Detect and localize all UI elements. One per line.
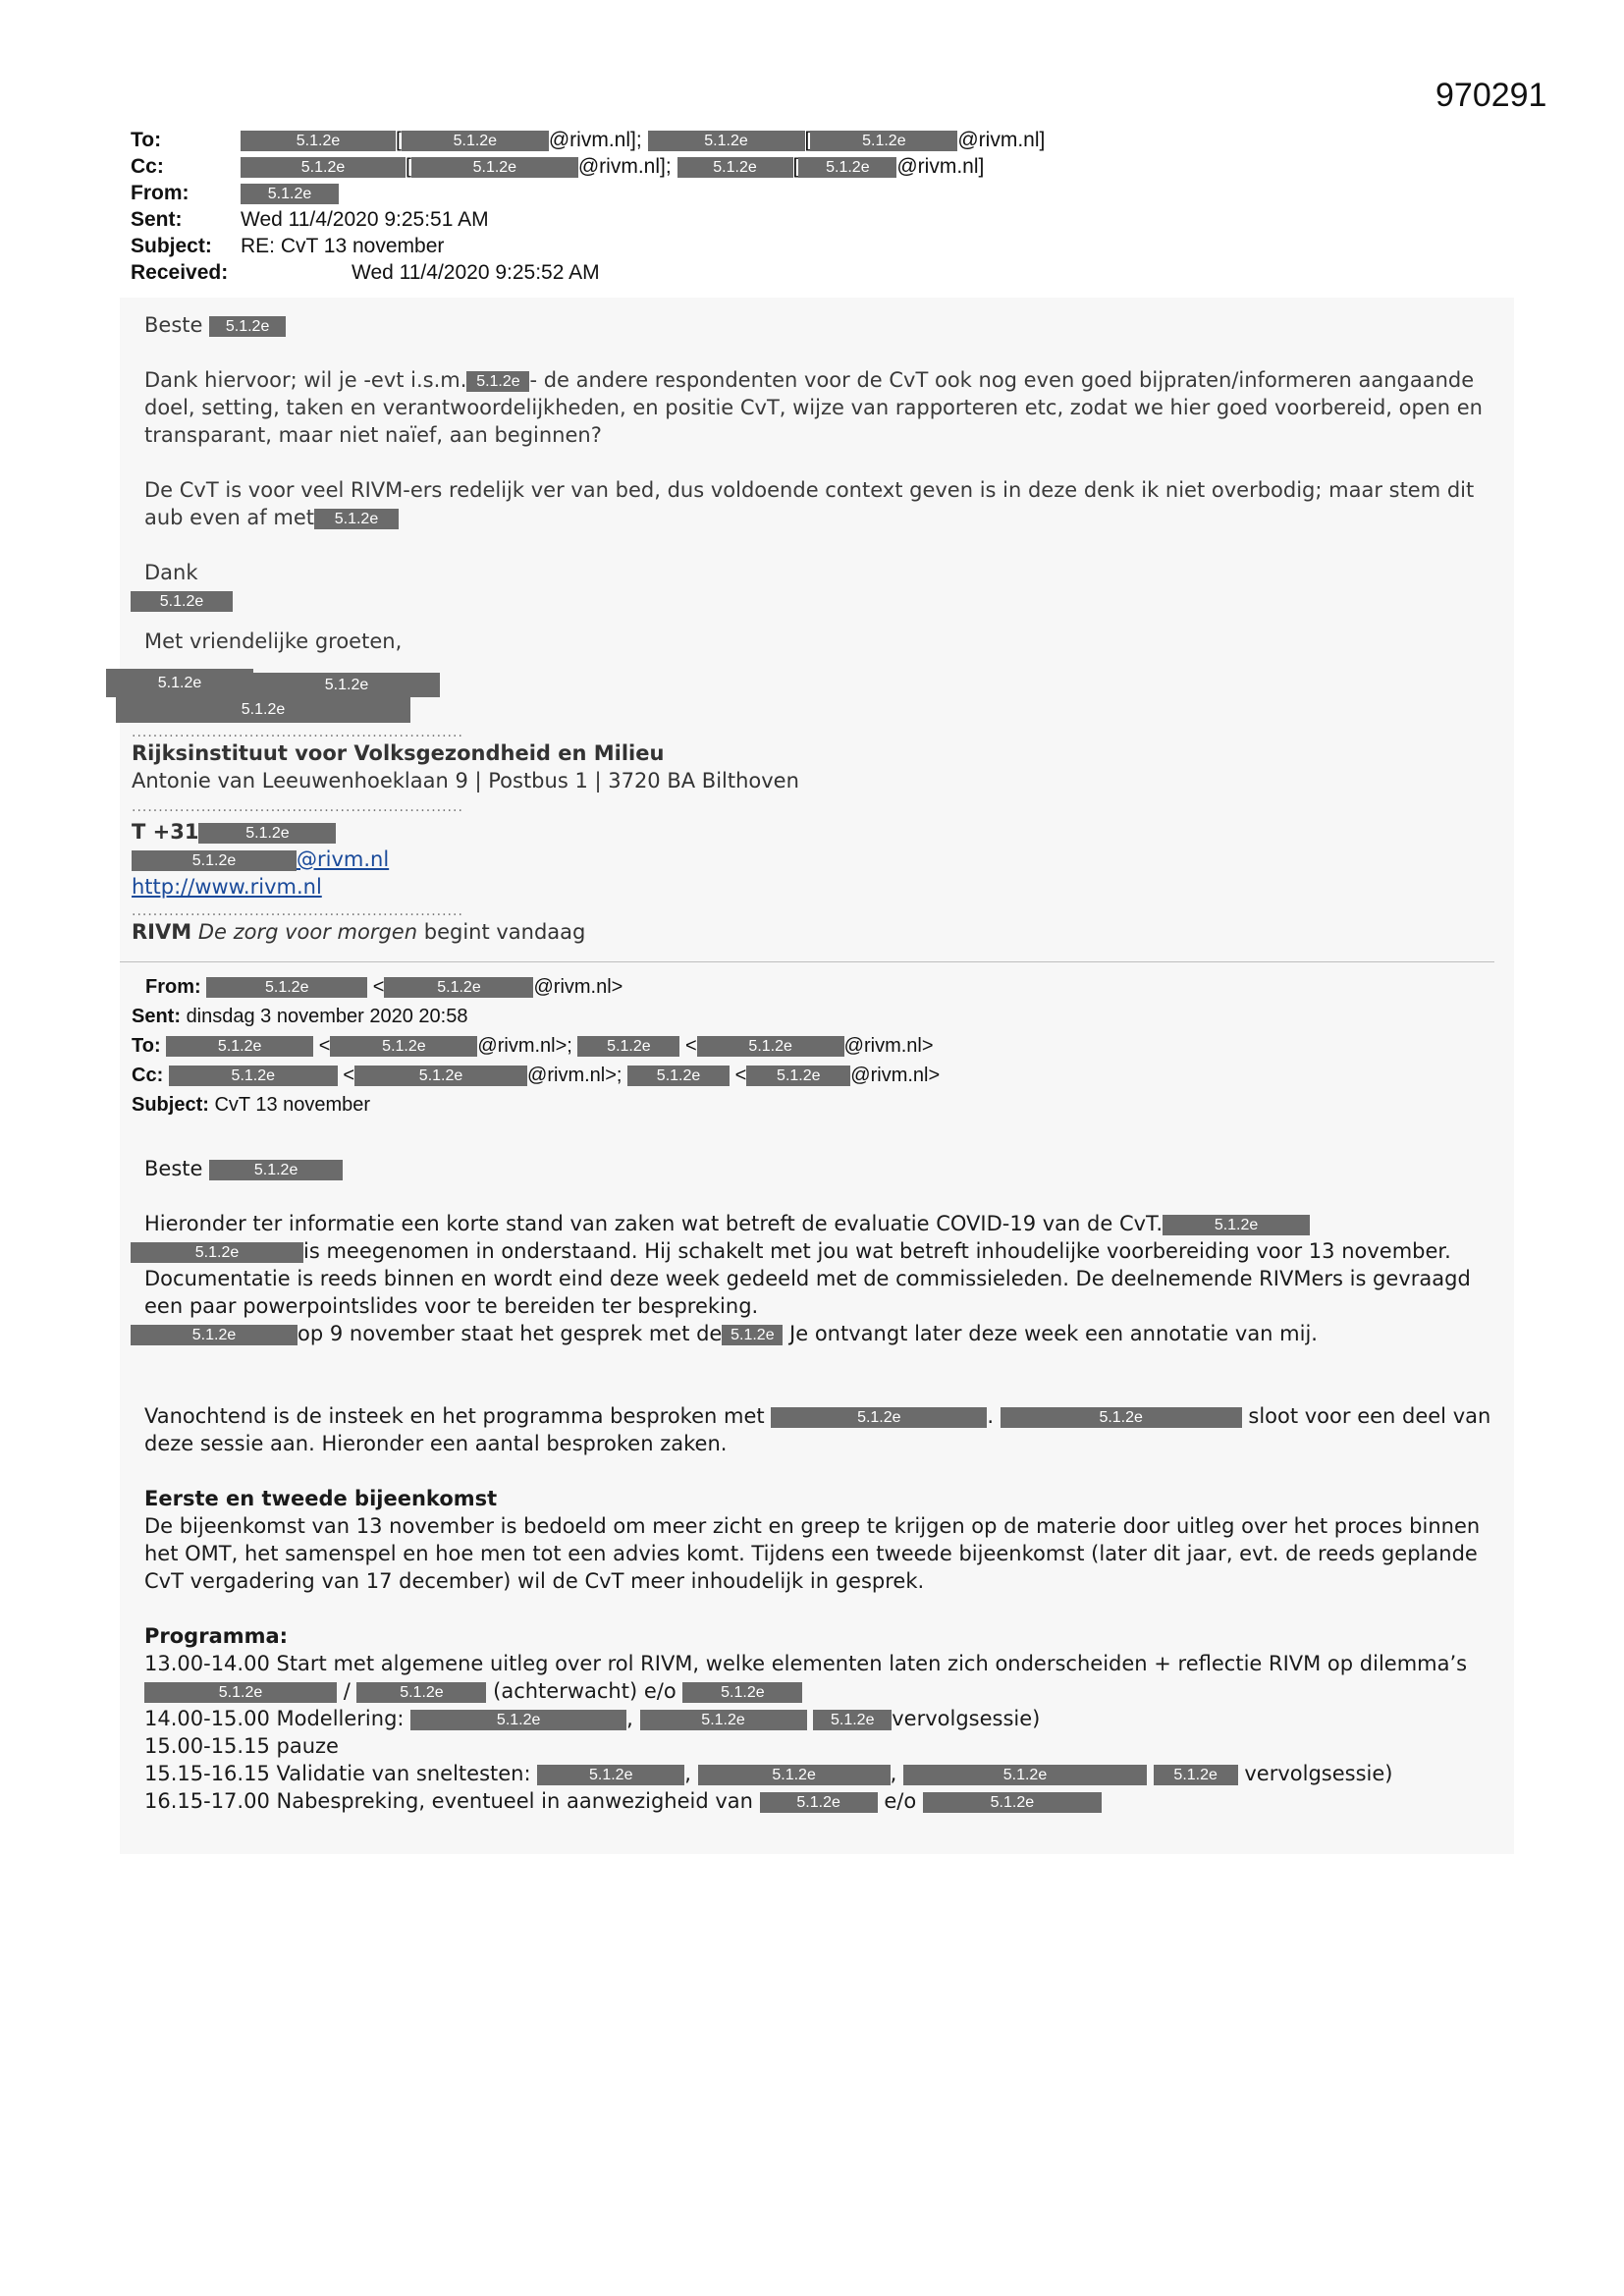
email-line xyxy=(132,846,1514,873)
redaction: 5.1.2e xyxy=(116,697,410,723)
document-id: 970291 xyxy=(1435,77,1547,114)
redaction: 5.1.2e xyxy=(241,157,406,178)
section-heading-meetings: Eerste en tweede bijeenkomst xyxy=(144,1487,498,1510)
redaction: 5.1.2e xyxy=(410,1710,626,1730)
header-received-row xyxy=(131,261,1093,288)
redaction: 5.1.2e xyxy=(106,669,253,697)
redaction: 5.1.2e xyxy=(131,1242,303,1263)
redaction: 5.1.2e xyxy=(131,1325,298,1345)
email-header xyxy=(131,129,1093,288)
original-message xyxy=(120,1155,1514,1815)
header-sent-row xyxy=(131,208,1093,235)
redaction: 5.1.2e xyxy=(746,1066,850,1086)
redaction: 5.1.2e xyxy=(640,1710,807,1730)
programme-item-3: 15.00-15.15 pauze xyxy=(144,1734,339,1758)
redaction: 5.1.2e xyxy=(698,1765,891,1785)
redaction: 5.1.2e xyxy=(627,1066,730,1086)
redaction: 5.1.2e xyxy=(411,157,578,178)
sent-label: Sent: xyxy=(131,208,183,231)
phone-line: T +31 5.1.2e xyxy=(132,818,1514,846)
signature-divider: .............................................................. xyxy=(132,903,463,919)
signature-divider: .............................................................. xyxy=(132,799,463,815)
programme-item-4: 15.15-16.15 Validatie van sneltesten: 5.1.2e , 5.1.2e , 5.1.2e 5.1.2e vervolgsessie) xyxy=(144,1762,1393,1785)
header-subject-row xyxy=(131,235,1093,261)
redaction: 5.1.2e xyxy=(241,184,339,204)
redaction: 5.1.2e xyxy=(677,157,793,178)
redaction: 5.1.2e xyxy=(253,673,440,697)
redaction: 5.1.2e xyxy=(206,977,367,998)
reply-message xyxy=(120,311,1514,655)
message-separator xyxy=(120,961,1494,962)
redaction: 5.1.2e xyxy=(144,1682,337,1703)
original-greeting: Beste 5.1.2e xyxy=(144,1155,1514,1182)
redaction: 5.1.2e xyxy=(354,1066,527,1086)
programme-item-2: 14.00-15.00 Modellering: 5.1.2e , 5.1.2e 5.1.2e vervolgsessie) xyxy=(144,1707,1041,1730)
website-link[interactable]: http://www.rivm.nl xyxy=(132,875,322,899)
programme-item-5: 16.15-17.00 Nabespreking, eventueel in aanwezigheid van 5.1.2e e/o 5.1.2e xyxy=(144,1787,1514,1815)
cc-label: Cc: xyxy=(131,155,164,178)
redaction: 5.1.2e xyxy=(923,1792,1102,1813)
received-label: Received: xyxy=(131,261,229,284)
redaction: 5.1.2e xyxy=(132,850,297,871)
reply-thanks: Dank 5.1.2e xyxy=(144,559,1514,614)
redaction: 5.1.2e xyxy=(466,371,529,392)
redaction: 5.1.2e xyxy=(131,591,233,612)
to-label: To: xyxy=(131,129,162,151)
sent-value: Wed 11/4/2020 9:25:51 AM xyxy=(241,208,489,231)
slogan: RIVM De zorg voor morgen begint vandaag xyxy=(132,920,586,944)
redaction: 5.1.2e xyxy=(903,1765,1147,1785)
email-body xyxy=(120,298,1514,1854)
website-line xyxy=(132,873,1514,901)
redaction: 5.1.2e xyxy=(1163,1215,1310,1235)
programme-item-1: 13.00-14.00 Start met algemene uitleg over rol RIVM, welke elementen laten zich onderscheiden + reflectie RIVM op dilemma’s 5.1.2e / 5.1.2e (achterwacht) e/o 5.1.2e xyxy=(144,1652,1468,1703)
redaction: 5.1.2e xyxy=(771,1407,987,1428)
redaction: 5.1.2e xyxy=(1154,1765,1238,1785)
redaction: 5.1.2e xyxy=(402,131,549,151)
header-cc-row: Cc: 5.1.2e [ 5.1.2e @rivm.nl]; 5.1.2e [ 5.1.2e @rivm.nl] xyxy=(131,155,985,178)
redaction: 5.1.2e xyxy=(209,316,286,337)
forwarded-header xyxy=(120,972,1514,1120)
fwd-from-row: From: 5.1.2e < 5.1.2e @rivm.nl> xyxy=(145,976,623,998)
subject-label: Subject: xyxy=(131,235,212,257)
redaction: 5.1.2e xyxy=(813,1710,892,1730)
redaction: 5.1.2e xyxy=(1001,1407,1242,1428)
signature-divider: .............................................................. xyxy=(132,725,463,740)
reply-paragraph-1: Dank hiervoor; wil je -evt i.s.m. 5.1.2e - de andere respondenten voor de CvT ook nog even goed bijpraten/informeren aangaande doel, setting, taken en verantwoordelijkheden, en positie CvT, wijze van rapporteren etc, zodat we hier goed voorbereid, open en transparant, maar niet naïef, aan beginnen? xyxy=(144,368,1483,447)
fwd-cc-row: Cc: 5.1.2e < 5.1.2e @rivm.nl>; 5.1.2e < 5.1.2e @rivm.nl> xyxy=(132,1065,941,1086)
redaction: 5.1.2e xyxy=(166,1036,313,1057)
organisation-name: Rijksinstituut voor Volksgezondheid en Milieu xyxy=(132,741,665,765)
signature-name-block xyxy=(106,669,1514,726)
redaction: 5.1.2e xyxy=(697,1036,844,1057)
redaction: 5.1.2e xyxy=(356,1682,486,1703)
received-value: Wed 11/4/2020 9:25:52 AM xyxy=(352,261,600,284)
redaction: 5.1.2e xyxy=(648,131,805,151)
reply-paragraph-2: De CvT is voor veel RIVM-ers redelijk ver van bed, dus voldoende context geven is in deze denk ik niet overbodig; maar stem dit aub even af met 5.1.2e xyxy=(144,478,1475,529)
redaction: 5.1.2e xyxy=(209,1160,343,1180)
reply-greeting: Beste 5.1.2e xyxy=(144,311,1514,339)
redaction: 5.1.2e xyxy=(169,1066,338,1086)
redaction: 5.1.2e xyxy=(314,509,399,529)
email-link[interactable]: @rivm.nl xyxy=(297,847,390,871)
original-paragraph-1: Hieronder ter informatie een korte stand van zaken wat betreft de evaluatie COVID-19 van de CvT. 5.1.2e 5.1.2e is meegenomen in onderstaand. Hij schakelt met jou wat betreft inhoudelijke voorbereiding voor 13 november. Documentatie is reeds binnen en wordt eind deze week gedeeld met de commissieleden. De deelnemende RIVMers is gevraagd een paar powerpointslides voor te bereiden ter bespreking. 5.1.2e op 9 november staat het gesprek met de 5.1.2e Je ontvangt later deze week een annotatie van mij. xyxy=(144,1210,1514,1347)
organisation-address: Antonie van Leeuwenhoeklaan 9 | Postbus 1 | 3720 BA Bilthoven xyxy=(132,769,799,793)
redaction: 5.1.2e xyxy=(798,157,896,178)
original-paragraph-3: De bijeenkomst van 13 november is bedoeld om meer zicht en greep te krijgen op de materie door uitleg over het proces binnen het OMT, het samenspel en hoe men tot een advies komt. Tijdens een tweede bijeenkomst (later dit jaar, evt. de reeds geplande CvT vergadering van 17 december) wil de CvT meer inhoudelijk in gesprek. xyxy=(144,1514,1481,1593)
redaction: 5.1.2e xyxy=(241,131,396,151)
subject-value: RE: CvT 13 november xyxy=(241,235,445,257)
signature xyxy=(120,669,1514,946)
redaction: 5.1.2e xyxy=(760,1792,878,1813)
header-from-row xyxy=(131,182,1093,208)
section-heading-programme: Programma: xyxy=(144,1624,289,1648)
redaction: 5.1.2e xyxy=(384,977,533,998)
redaction: 5.1.2e xyxy=(198,823,336,844)
redaction: 5.1.2e xyxy=(577,1036,679,1057)
fwd-to-row: To: 5.1.2e < 5.1.2e @rivm.nl>; 5.1.2e < 5.1.2e @rivm.nl> xyxy=(132,1035,934,1057)
redaction: 5.1.2e xyxy=(722,1325,783,1345)
redaction: 5.1.2e xyxy=(810,131,957,151)
original-paragraph-2: Vanochtend is de insteek en het programma besproken met 5.1.2e . 5.1.2e sloot voor een deel van deze sessie aan. Hieronder een aantal besproken zaken. xyxy=(144,1404,1491,1455)
fwd-sent-row: Sent: dinsdag 3 november 2020 20:58 xyxy=(132,1006,468,1027)
fwd-subject-row: Subject: CvT 13 november xyxy=(132,1094,371,1116)
header-to-row: To: 5.1.2e [ 5.1.2e @rivm.nl]; 5.1.2e [ 5.1.2e @rivm.nl] xyxy=(131,129,1046,151)
redaction: 5.1.2e xyxy=(537,1765,684,1785)
redaction: 5.1.2e xyxy=(330,1036,477,1057)
reply-closing: Met vriendelijke groeten, xyxy=(144,629,403,653)
from-label: From: xyxy=(131,182,189,204)
redaction: 5.1.2e xyxy=(682,1682,802,1703)
